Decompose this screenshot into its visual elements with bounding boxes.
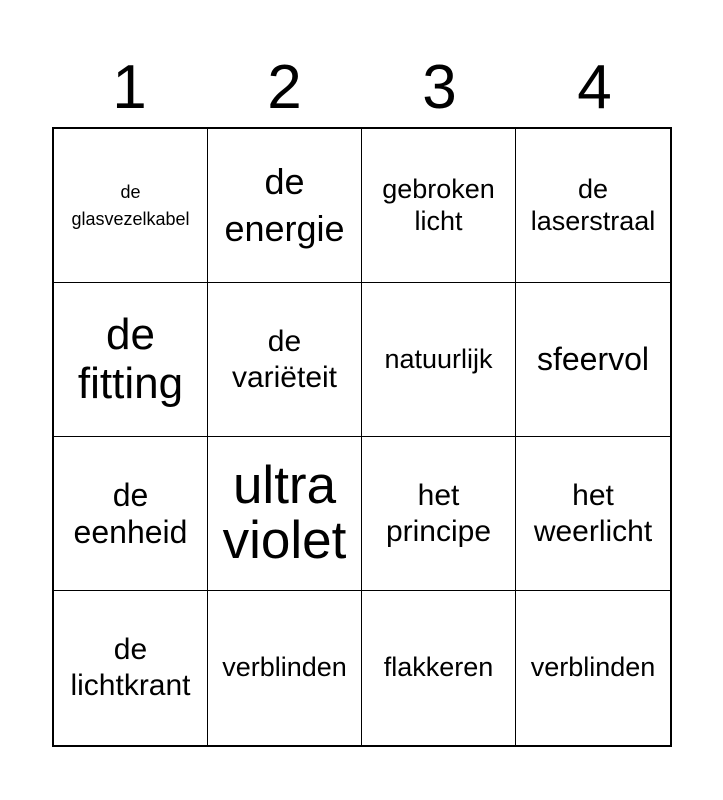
cell-text: ultra violet [222,456,347,570]
cell-text: de variëteit [231,324,338,394]
cell-text: het principe [385,478,492,548]
bingo-cell[interactable] [516,129,670,283]
cell-text: de glasvezelkabel [71,182,190,229]
column-number-4: 4 [577,53,612,122]
cell-text: de lichtkrant [70,633,191,702]
bingo-cell[interactable] [208,591,362,745]
cell-text: de fitting [77,310,184,408]
cell-text: natuurlijk [384,343,493,374]
cell-text: de energie [224,160,345,249]
bingo-cell[interactable] [208,283,362,437]
cell-text: verblinden [222,652,347,683]
bingo-cell[interactable] [54,591,208,745]
column-number-2: 2 [267,53,302,122]
cell-text: de eenheid [73,476,188,550]
bingo-cell[interactable] [516,437,670,591]
cell-text: sfeervol [536,341,650,378]
cell-text: het weerlicht [533,478,653,548]
column-number-3: 3 [422,53,457,122]
bingo-cell[interactable] [362,437,516,591]
column-number-1: 1 [112,53,147,122]
bingo-cell[interactable] [362,591,516,745]
bingo-cell[interactable] [54,129,208,283]
bingo-cell[interactable] [516,283,670,437]
column-header [52,52,672,124]
bingo-cell[interactable] [362,283,516,437]
bingo-cell[interactable] [54,283,208,437]
cell-text: flakkeren [383,652,494,683]
bingo-board [52,127,672,747]
cell-text: gebroken licht [382,174,495,236]
bingo-cell[interactable] [208,129,362,283]
bingo-cell[interactable] [208,437,362,591]
bingo-cell[interactable] [362,129,516,283]
bingo-cell[interactable] [54,437,208,591]
cell-text: verblinden [530,652,656,683]
cell-text: de laserstraal [530,174,656,236]
bingo-cell[interactable] [516,591,670,745]
